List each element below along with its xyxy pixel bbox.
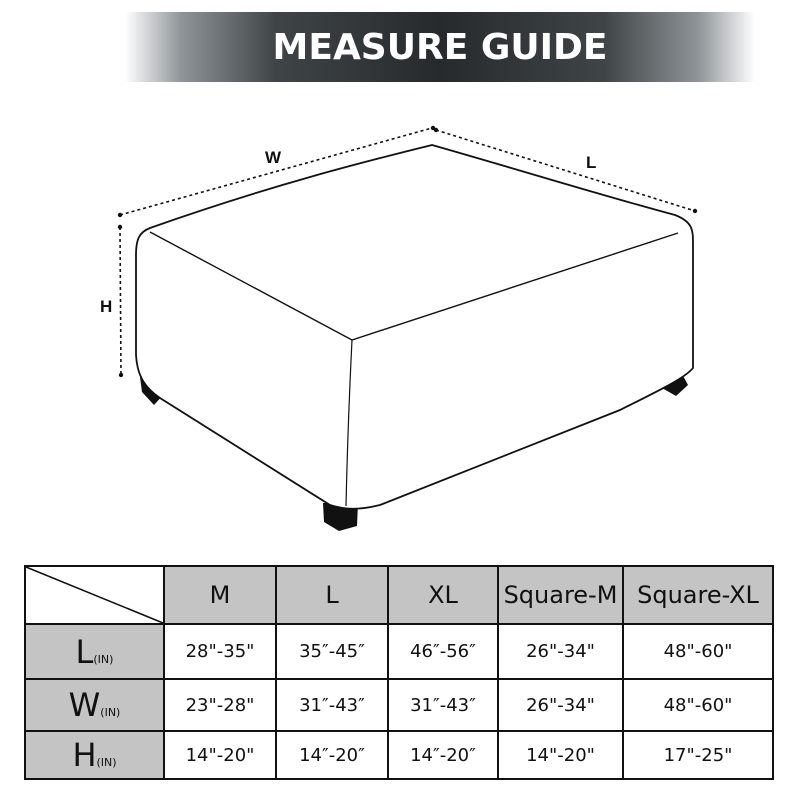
table-row: [25, 624, 773, 679]
table-cell: 14"-20": [498, 731, 623, 779]
height-dimension-line: [120, 227, 121, 375]
row-label: W: [68, 686, 101, 724]
table-cell: 26"-34": [498, 624, 623, 679]
table-cell: 26"-34": [498, 679, 623, 731]
table-cell: 14"-20": [164, 731, 276, 779]
ottoman-outline: [136, 145, 693, 509]
table-cell: 46″-56″: [388, 624, 498, 679]
table-cell: 31″-43″: [388, 679, 498, 731]
row-unit: (IN): [100, 706, 121, 719]
row-unit: (IN): [93, 652, 114, 666]
width-label: W: [265, 148, 282, 167]
row-label: H: [72, 736, 97, 774]
banner-title: MEASURE GUIDE: [272, 26, 608, 68]
row-label: L: [75, 632, 94, 671]
table-header-row: [25, 566, 773, 624]
table-cell: 28"-35": [164, 624, 276, 679]
ottoman-body: [136, 145, 693, 509]
table-cell: 48"-60": [623, 624, 773, 679]
column-header-l: L: [276, 566, 388, 624]
table-cell: 14″-20″: [388, 731, 498, 779]
height-label: H: [100, 297, 113, 316]
row-header-length: [25, 624, 164, 679]
table-corner-cell: [25, 566, 164, 624]
column-header-xl: XL: [388, 566, 498, 624]
size-chart-table: [24, 565, 774, 780]
row-header-width: [25, 679, 164, 731]
diagonal-line: [26, 567, 163, 623]
column-header-m: M: [164, 566, 276, 624]
table-cell: 48"-60": [623, 679, 773, 731]
row-header-height: [25, 731, 164, 779]
table-cell: 23"-28": [164, 679, 276, 731]
table-row: [25, 679, 773, 731]
table-cell: 17"-25": [623, 731, 773, 779]
row-unit: (IN): [96, 756, 117, 769]
column-header-square-xl: Square-XL: [623, 566, 773, 624]
table-row: [25, 731, 773, 779]
column-header-square-m: Square-M: [498, 566, 623, 624]
table-cell: 14″-20″: [276, 731, 388, 779]
length-label: L: [586, 153, 597, 172]
table-cell: 35″-45″: [276, 624, 388, 679]
table-cell: 31″-43″: [276, 679, 388, 731]
